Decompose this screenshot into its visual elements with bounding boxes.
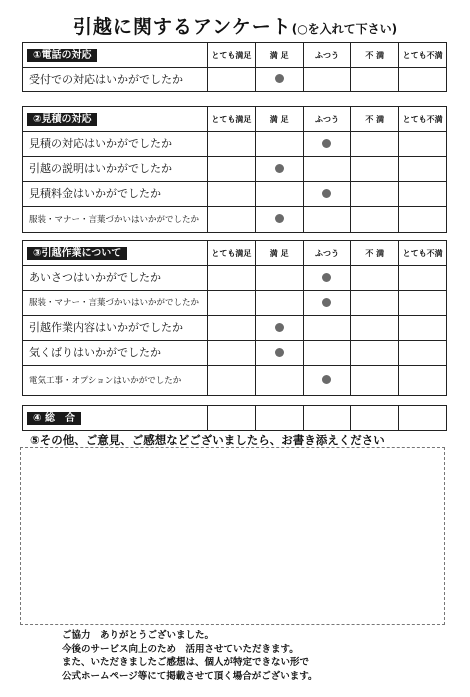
rating-cell[interactable]: [351, 291, 399, 316]
question-row: [23, 182, 447, 207]
question-text: 見積料金はいかがでしたか: [23, 182, 208, 207]
selected-mark: [322, 298, 331, 307]
question-text: 気くばりはいかがでしたか: [23, 341, 208, 366]
selected-mark: [275, 164, 284, 173]
rating-cell[interactable]: [255, 406, 303, 431]
scale-very-satisfied: とても満足: [208, 43, 256, 68]
rating-cell[interactable]: [399, 68, 447, 92]
question-row: [23, 207, 447, 233]
section-phone: [22, 42, 447, 92]
rating-cell[interactable]: [255, 157, 303, 182]
question-text: 服装・マナー・言葉づかいはいかがでしたか: [23, 207, 208, 233]
section-label: ③引越作業について: [27, 247, 127, 260]
rating-cell[interactable]: [351, 182, 399, 207]
rating-cell[interactable]: [303, 266, 351, 291]
comment-box[interactable]: [20, 447, 445, 625]
question-text: 引越の説明はいかがでしたか: [23, 157, 208, 182]
question-row: [23, 68, 447, 92]
rating-cell[interactable]: [255, 266, 303, 291]
rating-cell[interactable]: [399, 157, 447, 182]
title-sub: (○を入れて下さい): [291, 22, 398, 36]
comment-label: ⑤その他、ご意見、ご感想などございましたら、お書き添えください: [30, 433, 385, 447]
rating-cell[interactable]: [303, 341, 351, 366]
selected-mark: [322, 189, 331, 198]
scale-satisfied: 満 足: [255, 241, 303, 266]
rating-cell[interactable]: [208, 182, 256, 207]
scale-very-dissatisfied: とても不満: [399, 241, 447, 266]
section-label: ④ 総 合: [27, 412, 81, 425]
selected-mark: [275, 323, 284, 332]
rating-cell[interactable]: [351, 266, 399, 291]
rating-cell[interactable]: [303, 406, 351, 431]
section-label: ②見積の対応: [27, 113, 97, 126]
rating-cell[interactable]: [303, 207, 351, 233]
rating-cell[interactable]: [303, 132, 351, 157]
rating-cell[interactable]: [399, 291, 447, 316]
question-text: 電気工事・オプションはいかがでしたか: [23, 366, 208, 396]
footer-line: 今後のサービス向上のため 活用させていただきます。: [62, 643, 299, 655]
question-row: [23, 157, 447, 182]
scale-very-dissatisfied: とても不満: [399, 43, 447, 68]
scale-very-satisfied: とても満足: [208, 241, 256, 266]
rating-cell[interactable]: [208, 406, 256, 431]
rating-cell[interactable]: [255, 291, 303, 316]
rating-cell[interactable]: [208, 341, 256, 366]
footer-line: 公式ホームページ等にて掲載させて頂く場合がございます。: [62, 670, 318, 682]
question-row: [23, 316, 447, 341]
question-row: [23, 341, 447, 366]
rating-cell[interactable]: [208, 291, 256, 316]
question-text: あいさつはいかがでしたか: [23, 266, 208, 291]
rating-cell[interactable]: [208, 157, 256, 182]
rating-cell[interactable]: [303, 316, 351, 341]
rating-cell[interactable]: [303, 68, 351, 92]
rating-cell[interactable]: [303, 366, 351, 396]
rating-cell[interactable]: [399, 316, 447, 341]
rating-cell[interactable]: [351, 157, 399, 182]
rating-cell[interactable]: [351, 406, 399, 431]
rating-cell[interactable]: [351, 207, 399, 233]
rating-cell[interactable]: [208, 266, 256, 291]
scale-dissatisfied: 不 満: [351, 43, 399, 68]
rating-cell[interactable]: [351, 316, 399, 341]
section-estimate: [22, 106, 447, 233]
rating-cell[interactable]: [399, 207, 447, 233]
scale-very-dissatisfied: とても不満: [399, 107, 447, 132]
selected-mark: [322, 273, 331, 282]
selected-mark: [275, 214, 284, 223]
rating-cell[interactable]: [255, 341, 303, 366]
rating-cell[interactable]: [208, 366, 256, 396]
question-row: [23, 266, 447, 291]
scale-neutral: ふつう: [303, 107, 351, 132]
section-moving-work: [22, 240, 447, 396]
rating-cell[interactable]: [351, 366, 399, 396]
title-main: 引越に関するアンケート: [72, 16, 292, 38]
selected-mark: [275, 74, 284, 83]
rating-cell[interactable]: [208, 68, 256, 92]
question-text: 受付での対応はいかがでしたか: [23, 68, 208, 92]
rating-cell[interactable]: [208, 132, 256, 157]
question-text: 見積の対応はいかがでしたか: [23, 132, 208, 157]
section-label: ①電話の対応: [27, 49, 97, 62]
rating-cell[interactable]: [255, 207, 303, 233]
scale-very-satisfied: とても満足: [208, 107, 256, 132]
question-row: [23, 132, 447, 157]
rating-cell[interactable]: [255, 182, 303, 207]
section-header: [23, 107, 208, 132]
rating-cell[interactable]: [399, 182, 447, 207]
scale-dissatisfied: 不 満: [351, 241, 399, 266]
section-overall: [22, 405, 447, 431]
section-header: [23, 241, 208, 266]
question-row: [23, 291, 447, 316]
rating-cell[interactable]: [351, 68, 399, 92]
page-title: [0, 12, 470, 39]
rating-cell[interactable]: [351, 341, 399, 366]
rating-cell[interactable]: [399, 132, 447, 157]
rating-cell[interactable]: [399, 341, 447, 366]
footer-line: また、いただきましたご感想は、個人が特定できない形で: [62, 657, 310, 668]
rating-cell[interactable]: [399, 366, 447, 396]
question-row: [23, 366, 447, 396]
rating-cell[interactable]: [303, 291, 351, 316]
scale-neutral: ふつう: [303, 241, 351, 266]
scale-satisfied: 満 足: [255, 43, 303, 68]
selected-mark: [275, 348, 284, 357]
rating-cell[interactable]: [351, 132, 399, 157]
scale-dissatisfied: 不 満: [351, 107, 399, 132]
rating-cell[interactable]: [399, 266, 447, 291]
footer-line: ご協力 ありがとうございました。: [62, 630, 215, 641]
rating-cell[interactable]: [303, 182, 351, 207]
section-header: [23, 43, 208, 68]
section-header: [23, 406, 208, 431]
selected-mark: [322, 375, 331, 384]
rating-cell[interactable]: [208, 316, 256, 341]
rating-cell[interactable]: [255, 132, 303, 157]
scale-neutral: ふつう: [303, 43, 351, 68]
scale-satisfied: 満 足: [255, 107, 303, 132]
rating-cell[interactable]: [303, 157, 351, 182]
rating-cell[interactable]: [399, 406, 447, 431]
question-text: 服装・マナー・言葉づかいはいかがでしたか: [23, 291, 208, 316]
rating-cell[interactable]: [255, 316, 303, 341]
rating-cell[interactable]: [255, 68, 303, 92]
footer-note: [62, 629, 318, 683]
rating-cell[interactable]: [208, 207, 256, 233]
question-text: 引越作業内容はいかがでしたか: [23, 316, 208, 341]
rating-cell[interactable]: [255, 366, 303, 396]
selected-mark: [322, 139, 331, 148]
